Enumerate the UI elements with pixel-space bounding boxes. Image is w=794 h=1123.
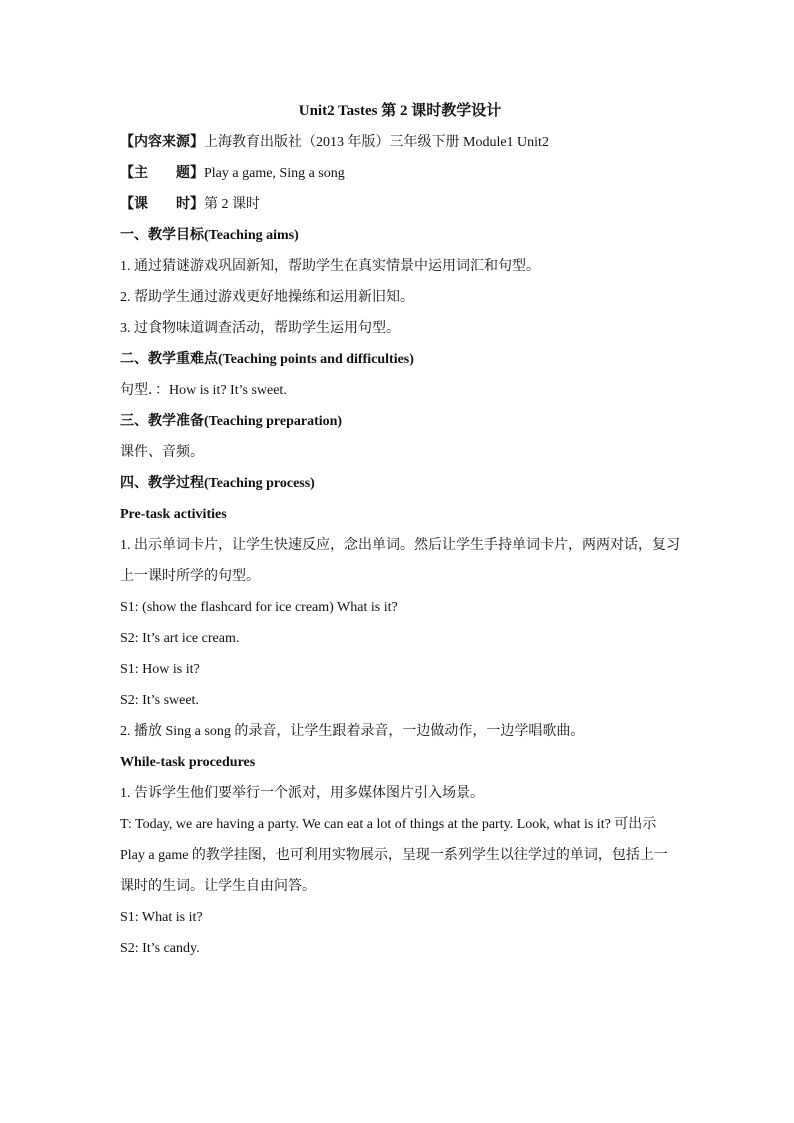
preparation-heading: 三、教学准备(Teaching preparation)	[120, 414, 343, 429]
aims-item-3: 3. 过食物味道调查活动，帮助学生运用句型。	[120, 321, 400, 336]
pre-task-dialogue-4: S2: It’s sweet.	[120, 693, 199, 708]
process-heading: 四、教学过程(Teaching process)	[120, 476, 315, 491]
pre-task-item-2: 2. 播放 Sing a song 的录音，让学生跟着录音，一边做动作，一边学唱歌曲。	[120, 724, 585, 739]
topic-value: Play a game, Sing a song	[204, 166, 345, 181]
period-value: 第 2 课时	[204, 197, 260, 212]
while-task-dialogue-2: S2: It’s candy.	[120, 941, 200, 956]
pre-task-dialogue-3: S1: How is it?	[120, 662, 200, 677]
while-task-heading: While-task procedures	[120, 755, 256, 770]
points-text: 句型．：How is it? It’s sweet.	[120, 383, 287, 398]
period-label: 【课 时】	[120, 197, 204, 212]
points-heading: 二、教学重难点(Teaching points and difficulties)	[120, 352, 414, 367]
topic-line	[120, 158, 680, 189]
source-line	[120, 127, 680, 158]
preparation-text: 课件、音频。	[120, 445, 204, 460]
source-value: 上海教育出版社（2013 年版）三年级下册 Module1 Unit2	[204, 135, 549, 150]
document-page	[120, 96, 680, 964]
aims-item-1: 1. 通过猜谜游戏巩固新知，帮助学生在真实情景中运用词汇和句型。	[120, 259, 540, 274]
while-task-dialogue-1: S1: What is it?	[120, 910, 203, 925]
pre-task-heading: Pre-task activities	[120, 507, 227, 522]
topic-label: 【主 题】	[120, 166, 204, 181]
while-task-teacher-line: T: Today, we are having a party. We can eat a lot of things at the party. Look, what is it? 可出示 Play a game 的教学挂图，也可利用实物展示，呈现一系列学生以往学过的单词，包括上一课时的生词。让学生自由问答。	[120, 817, 668, 894]
pre-task-item-1: 1. 出示单词卡片，让学生快速反应，念出单词。然后让学生手持单词卡片，两两对话，复习上一课时所学的句型。	[120, 538, 680, 584]
period-line	[120, 189, 680, 220]
source-label: 【内容来源】	[120, 135, 204, 150]
pre-task-dialogue-1: S1: (show the flashcard for ice cream) What is it?	[120, 600, 398, 615]
aims-item-2: 2. 帮助学生通过游戏更好地操练和运用新旧知。	[120, 290, 414, 305]
pre-task-dialogue-2: S2: It’s art ice cream.	[120, 631, 240, 646]
document-title: Unit2 Tastes 第 2 课时教学设计	[298, 103, 502, 119]
while-task-item-1: 1. 告诉学生他们要举行一个派对，用多媒体图片引入场景。	[120, 786, 484, 801]
aims-heading: 一、教学目标(Teaching aims)	[120, 228, 299, 243]
